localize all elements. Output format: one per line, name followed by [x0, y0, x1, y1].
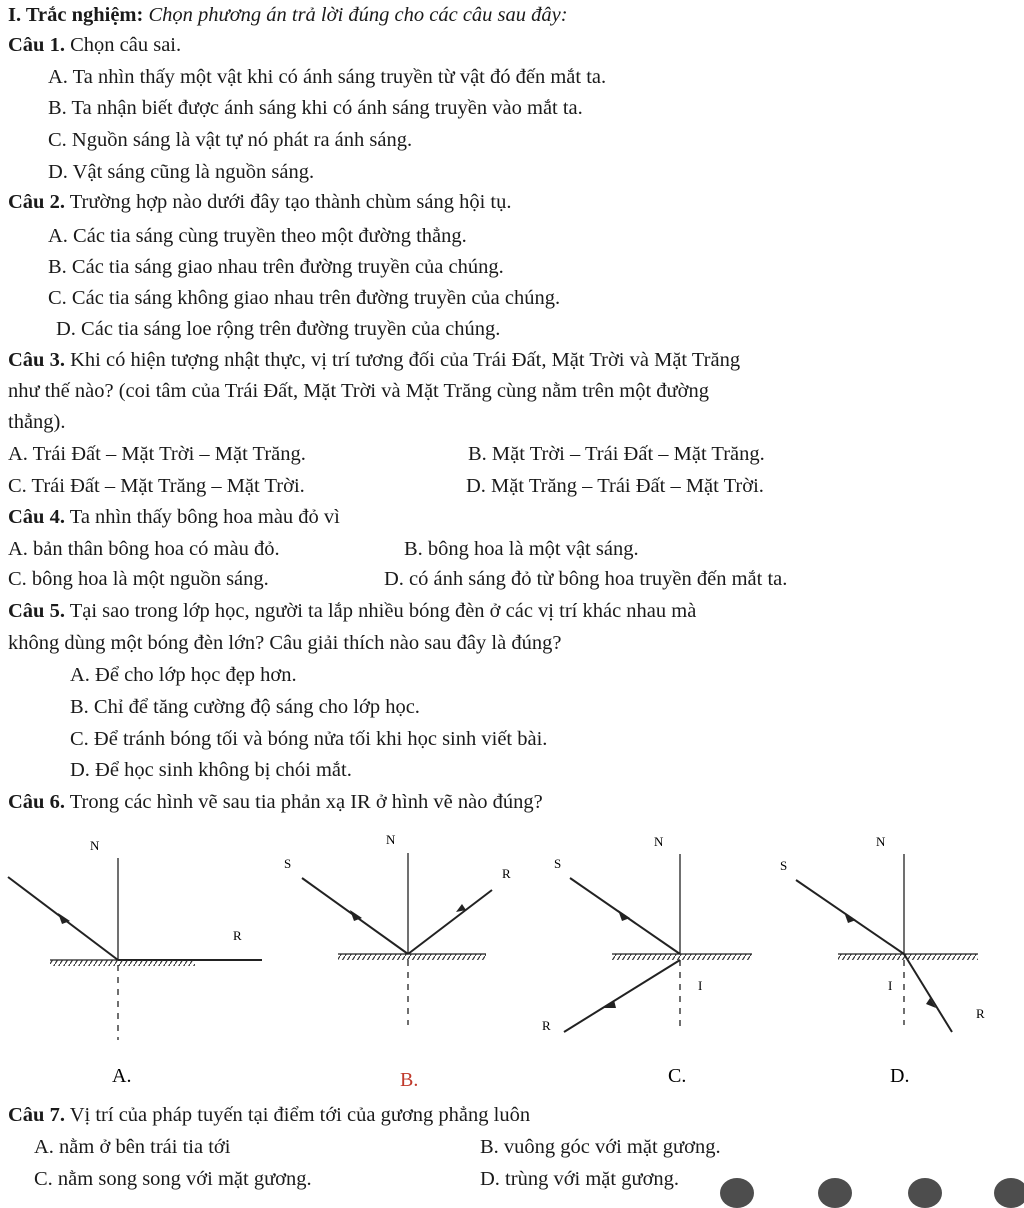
- loading-dot-icon: [908, 1178, 942, 1208]
- q3-text-line-2: như thế nào? (coi tâm của Trái Đất, Mặt Trời và Mặt Trăng cùng nằm trên một đường: [8, 380, 709, 402]
- q3-text-line-3: thẳng).: [8, 411, 66, 433]
- normal-label: N: [386, 832, 396, 847]
- figure-caption-a: A.: [112, 1065, 132, 1087]
- figure-caption-b: B.: [400, 1069, 419, 1090]
- question-1: [8, 32, 181, 58]
- reflected-ray: [904, 954, 952, 1032]
- question-label: Câu 2.: [8, 191, 65, 213]
- q5-option-b: B. Chỉ để tăng cường độ sáng cho lớp học.: [70, 696, 420, 718]
- reflected-label: R: [542, 1018, 551, 1033]
- q1-option-b: B. Ta nhận biết được ánh sáng khi có ánh sáng truyền vào mắt ta.: [48, 97, 583, 119]
- question-6: [8, 789, 543, 815]
- reflected-label: R: [976, 1006, 985, 1021]
- question-label: Câu 5.: [8, 600, 65, 622]
- reflected-label: R: [233, 928, 242, 943]
- q5-option-c: C. Để tránh bóng tối và bóng nửa tối khi học sinh viết bài.: [70, 728, 548, 750]
- question-text: Trong các hình vẽ sau tia phản xạ IR ở hình vẽ nào đúng?: [69, 791, 543, 813]
- question-text: Trường hợp nào dưới đây tạo thành chùm sáng hội tụ.: [69, 191, 512, 213]
- reflection-figure-c: [520, 820, 770, 1090]
- reflected-label: R: [502, 866, 511, 881]
- question-2: [8, 189, 511, 215]
- figure-caption-c: C.: [668, 1065, 687, 1087]
- q1-option-a: A. Ta nhìn thấy một vật khi có ánh sáng truyền từ vật đó đến mắt ta.: [48, 66, 607, 88]
- question-3: [8, 347, 740, 373]
- incidence-point-label: I: [698, 978, 703, 993]
- mirror: [338, 954, 486, 960]
- section-header: [8, 2, 568, 28]
- q4-option-b: B. bông hoa là một vật sáng.: [404, 538, 639, 560]
- q4-option-c: C. bông hoa là một nguồn sáng.: [8, 568, 269, 590]
- reflection-figure-d: [770, 820, 1024, 1090]
- question-label: Câu 7.: [8, 1104, 65, 1126]
- q2-option-c: C. Các tia sáng không giao nhau trên đường truyền của chúng.: [48, 287, 561, 309]
- q4-option-d: D. có ánh sáng đỏ từ bông hoa truyền đến mắt ta.: [384, 568, 788, 590]
- q3-option-c: C. Trái Đất – Mặt Trăng – Mặt Trời.: [8, 475, 305, 497]
- mirror: [612, 954, 752, 960]
- loading-dot-icon: [720, 1178, 754, 1208]
- q7-option-c: C. nằm song song với mặt gương.: [34, 1168, 312, 1190]
- q7-option-b: B. vuông góc với mặt gương.: [480, 1136, 721, 1158]
- section-instruction: Chọn phương án trả lời đúng cho các câu sau đây:: [148, 4, 568, 26]
- question-label: Câu 4.: [8, 506, 65, 528]
- question-text: Chọn câu sai.: [70, 34, 182, 56]
- mirror: [50, 960, 195, 966]
- normal-label: N: [876, 834, 886, 849]
- q3-option-b: B. Mặt Trời – Trái Đất – Mặt Trăng.: [468, 443, 765, 465]
- question-label: Câu 6.: [8, 791, 65, 813]
- incident-label: S: [780, 858, 788, 873]
- question-text: Khi có hiện tượng nhật thực, vị trí tương đối của Trái Đất, Mặt Trời và Mặt Trăng: [70, 349, 741, 371]
- normal-label: N: [654, 834, 664, 849]
- q2-option-d: D. Các tia sáng loe rộng trên đường truyền của chúng.: [56, 318, 501, 340]
- question-4: [8, 504, 340, 530]
- question-7: [8, 1102, 530, 1128]
- normal-label: N: [90, 838, 100, 853]
- loading-dot-icon: [818, 1178, 852, 1208]
- question-text: Vị trí của pháp tuyến tại điểm tới của gương phẳng luôn: [69, 1104, 531, 1126]
- q1-option-d: D. Vật sáng cũng là nguồn sáng.: [48, 161, 315, 183]
- q7-option-d: D. trùng với mặt gương.: [480, 1168, 680, 1190]
- incidence-point-label: I: [888, 978, 893, 993]
- incident-label: S: [284, 856, 292, 871]
- q4-option-a: A. bản thân bông hoa có màu đỏ.: [8, 538, 280, 560]
- q2-option-b: B. Các tia sáng giao nhau trên đường truyền của chúng.: [48, 256, 504, 278]
- q5-text-line-2: không dùng một bóng đèn lớn? Câu giải thích nào sau đây là đúng?: [8, 632, 562, 654]
- reflected-arrow: [604, 1000, 616, 1008]
- q2-option-a: A. Các tia sáng cùng truyền theo một đường thẳng.: [48, 225, 467, 247]
- reflected-ray: [408, 890, 492, 954]
- q3-option-a: A. Trái Đất – Mặt Trời – Mặt Trăng.: [8, 443, 306, 465]
- figure-caption-d: D.: [890, 1065, 910, 1087]
- q5-option-d: D. Để học sinh không bị chói mắt.: [70, 759, 352, 781]
- question-label: Câu 3.: [8, 349, 65, 371]
- incident-arrow: [844, 912, 856, 923]
- q3-option-d: D. Mặt Trăng – Trái Đất – Mặt Trời.: [466, 475, 764, 497]
- q7-option-a: A. nằm ở bên trái tia tới: [34, 1136, 231, 1158]
- question-text: Ta nhìn thấy bông hoa màu đỏ vì: [69, 506, 340, 528]
- reflection-figure-b: [270, 820, 520, 1090]
- question-5: [8, 598, 696, 624]
- reflection-figure-a: [0, 820, 270, 1090]
- question-label: Câu 1.: [8, 34, 65, 56]
- loading-dot-icon: [994, 1178, 1024, 1208]
- incident-label: S: [554, 856, 562, 871]
- question-text: Tại sao trong lớp học, người ta lắp nhiều bóng đèn ở các vị trí khác nhau mà: [69, 600, 697, 622]
- q1-option-c: C. Nguồn sáng là vật tự nó phát ra ánh sáng.: [48, 129, 413, 151]
- reflected-ray: [564, 960, 680, 1032]
- q5-option-a: A. Để cho lớp học đẹp hơn.: [70, 664, 297, 686]
- section-label: I. Trắc nghiệm:: [8, 4, 144, 26]
